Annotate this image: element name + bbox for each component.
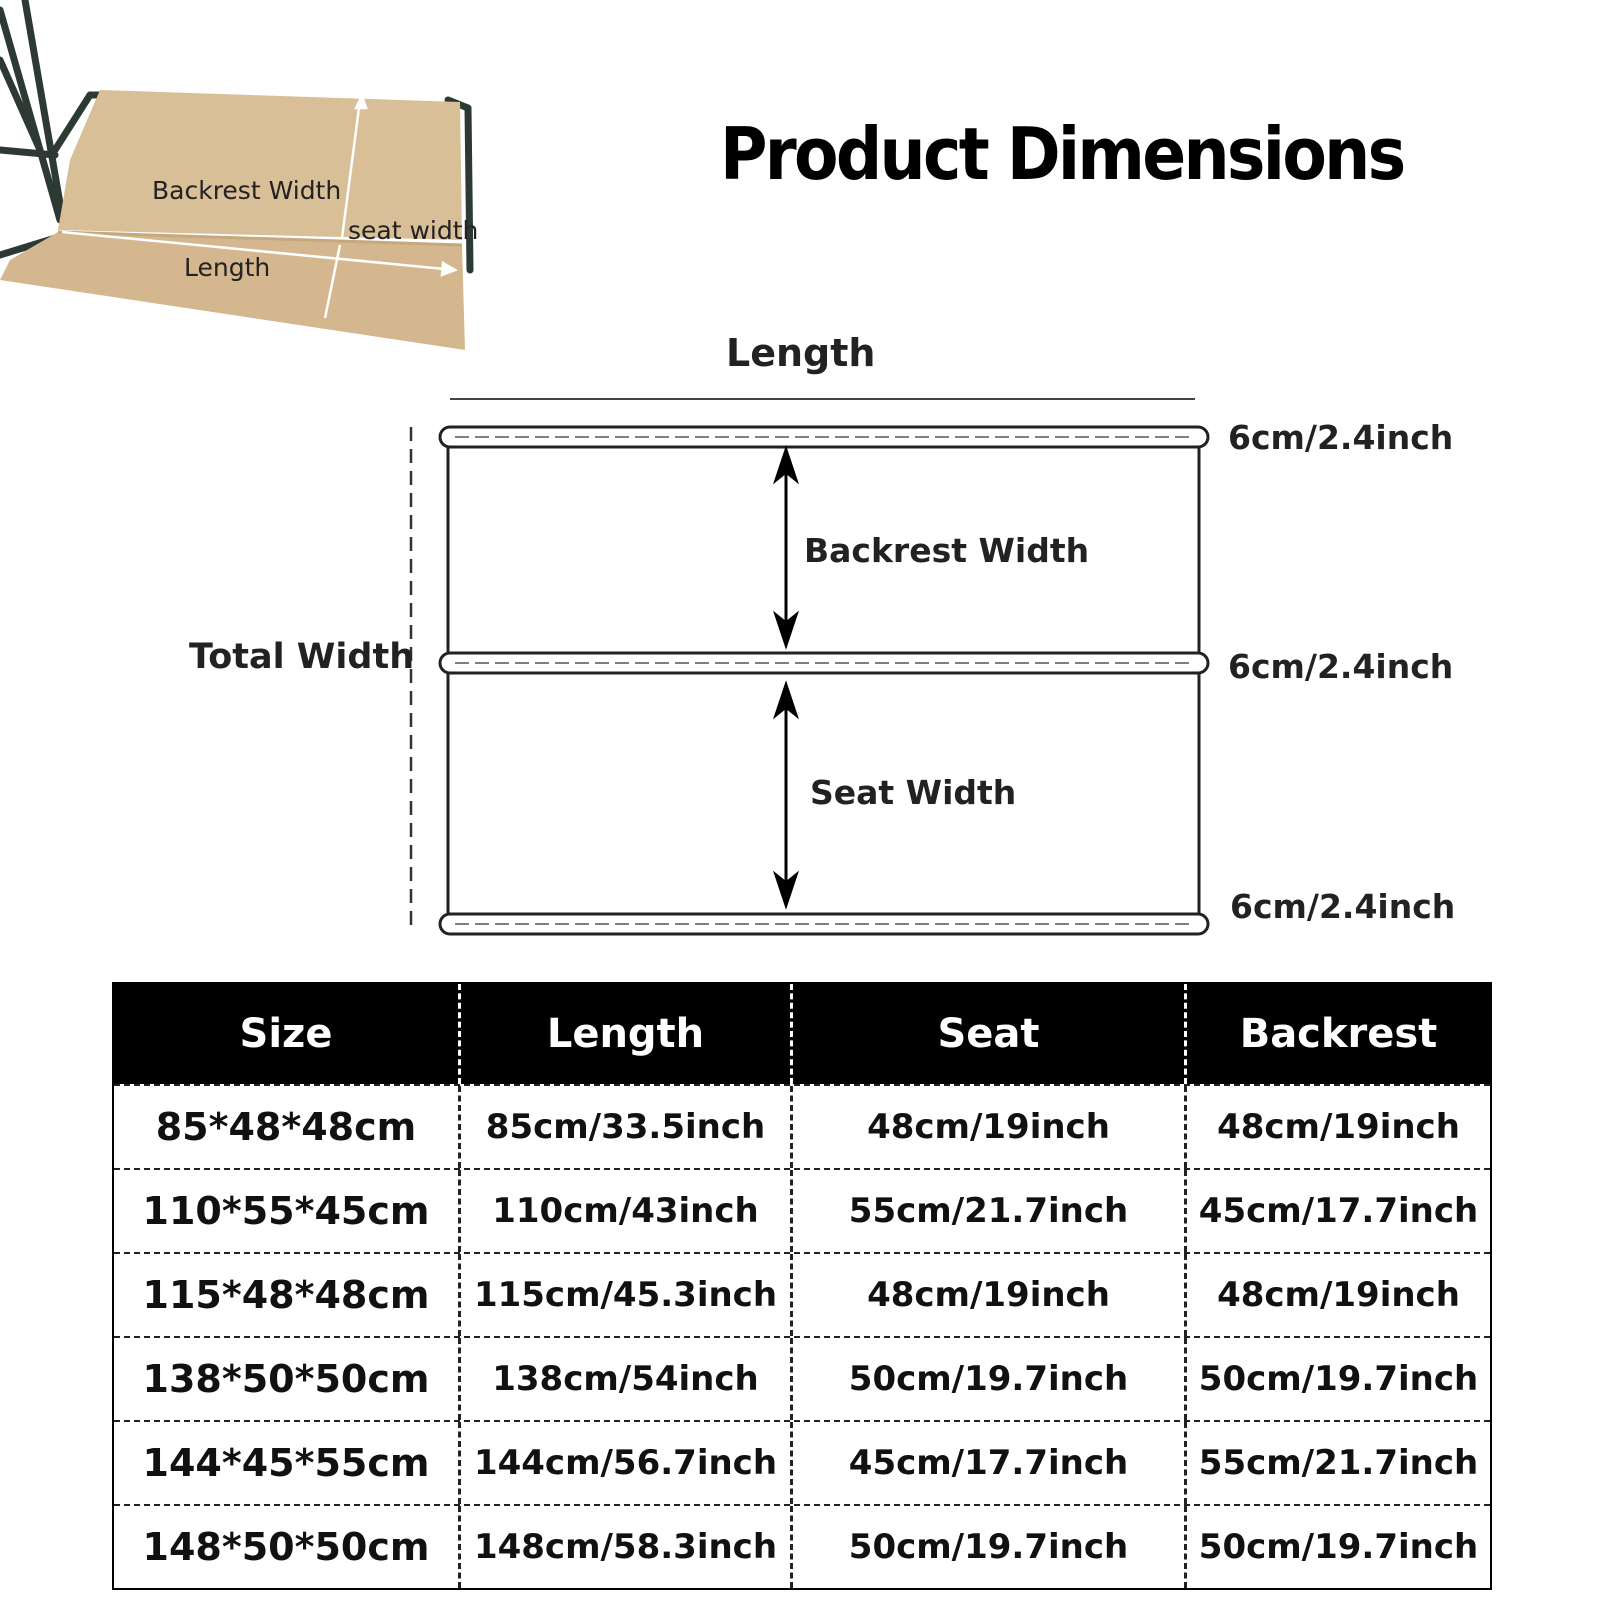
backrest-width-label: Backrest Width: [804, 531, 1090, 570]
cell-size: 144*45*55cm: [142, 1441, 430, 1485]
table-row: [114, 1168, 1490, 1252]
photo-backrest-width-label: Backrest Width: [152, 176, 342, 205]
diagram-length-label: Length: [726, 331, 876, 375]
cell-backrest: 45cm/17.7inch: [1184, 1170, 1490, 1252]
cell-backrest: 48cm/19inch: [1184, 1254, 1490, 1336]
photo-seat-width-label: seat width: [348, 216, 479, 245]
cell-size: 85*48*48cm: [155, 1105, 417, 1149]
cell-backrest: 50cm/19.7inch: [1184, 1338, 1490, 1420]
cell-size: 138*50*50cm: [142, 1357, 430, 1401]
table-row: [114, 1252, 1490, 1336]
cell-length: 85cm/33.5inch: [458, 1086, 790, 1168]
cell-backrest: 48cm/19inch: [1184, 1086, 1490, 1168]
cell-seat: 50cm/19.7inch: [790, 1506, 1184, 1588]
cell-seat: 48cm/19inch: [790, 1254, 1184, 1336]
cell-size: 110*55*45cm: [142, 1189, 430, 1233]
backrest-width-arrow: [776, 450, 796, 645]
cell-seat: 48cm/19inch: [790, 1086, 1184, 1168]
cell-length: 144cm/56.7inch: [458, 1422, 790, 1504]
cell-length: 115cm/45.3inch: [458, 1254, 790, 1336]
cell-backrest: 55cm/21.7inch: [1184, 1422, 1490, 1504]
cell-length: 110cm/43inch: [458, 1170, 790, 1252]
cell-seat: 50cm/19.7inch: [790, 1338, 1184, 1420]
table-header-row: [114, 984, 1490, 1084]
table-row: [114, 1084, 1490, 1168]
cell-length: 148cm/58.3inch: [458, 1506, 790, 1588]
tubes: [440, 427, 1208, 934]
tube-middle-label: 6cm/2.4inch: [1228, 647, 1454, 686]
table-row: [114, 1336, 1490, 1420]
cell-size: 115*48*48cm: [142, 1273, 430, 1317]
header-size: Size: [239, 1011, 333, 1057]
cell-seat: 45cm/17.7inch: [790, 1422, 1184, 1504]
tube-top-label: 6cm/2.4inch: [1228, 418, 1454, 457]
seat-width-label: Seat Width: [810, 773, 1017, 812]
header-seat: Seat: [790, 984, 1184, 1084]
header-length: Length: [458, 984, 790, 1084]
header-backrest: Backrest: [1184, 984, 1490, 1084]
product-photo: [0, 0, 480, 360]
table-row: [114, 1420, 1490, 1504]
seat-width-arrow: [776, 685, 796, 905]
total-width-label: Total Width: [189, 637, 415, 677]
dimension-diagram: [0, 320, 1600, 960]
page-title: Product Dimensions: [720, 112, 1404, 196]
size-table: [112, 982, 1492, 1590]
cell-seat: 55cm/21.7inch: [790, 1170, 1184, 1252]
table-row: [114, 1504, 1490, 1588]
tube-bottom-label: 6cm/2.4inch: [1230, 887, 1456, 926]
cell-length: 138cm/54inch: [458, 1338, 790, 1420]
cell-backrest: 50cm/19.7inch: [1184, 1506, 1490, 1588]
cell-size: 148*50*50cm: [142, 1525, 430, 1569]
photo-length-label: Length: [184, 253, 271, 282]
